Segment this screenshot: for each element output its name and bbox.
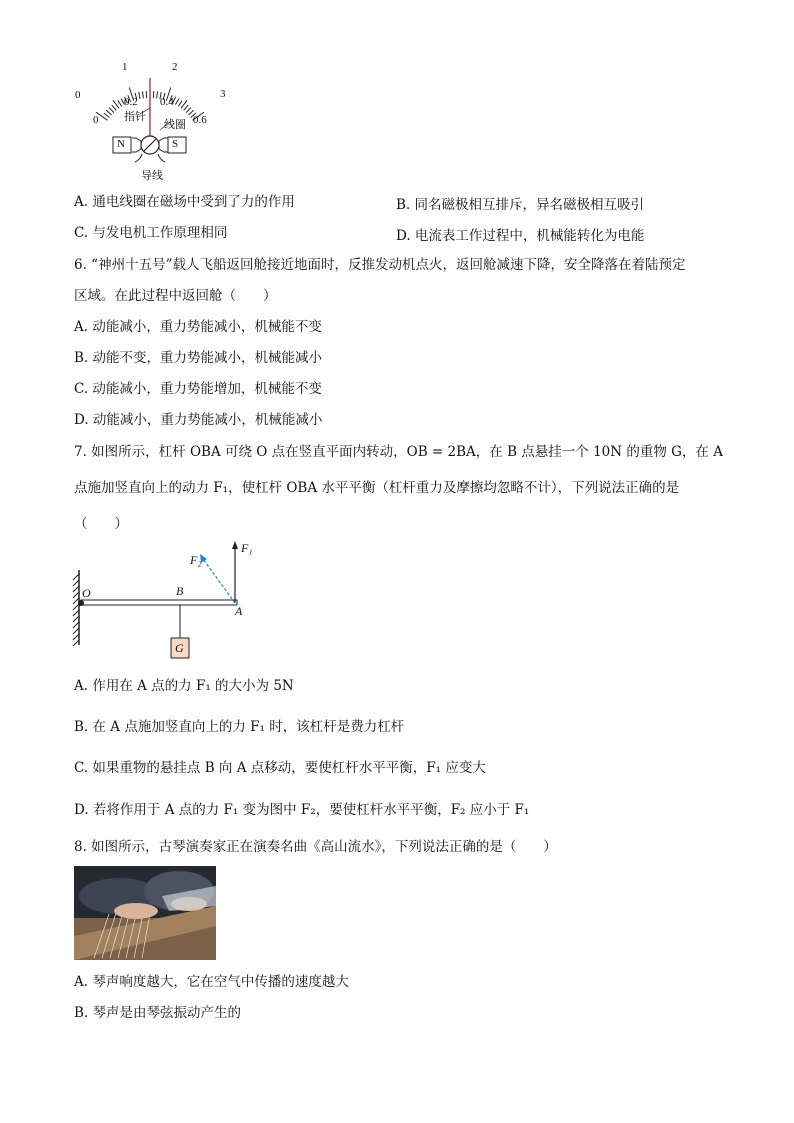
bottom-scale-0-4: 0.4: [160, 96, 174, 108]
q6-option-d: D. 动能减小，重力势能减小，机械能减小: [74, 412, 323, 428]
wall-hatch: [73, 580, 79, 586]
weight-g-label: G: [175, 641, 184, 655]
wall-hatch: [73, 592, 79, 598]
wall-hatch: [73, 622, 79, 628]
q8-stem: 8. 如图所示，古琴演奏家正在演奏名曲《高山流水》，下列说法正确的是（ ）: [74, 839, 557, 855]
q6-stem-line2: 区域。在此过程中返回舱（ ）: [74, 288, 277, 304]
top-scale-2: 2: [172, 61, 178, 73]
top-scale-0: 0: [75, 89, 81, 101]
wall-hatch: [73, 610, 79, 616]
q7-stem-line3: （ ）: [74, 516, 128, 532]
q5-option-b: B. 同名磁极相互排斥，异名磁极相互吸引: [396, 197, 645, 213]
q5-option-d: D. 电流表工作过程中，机械能转化为电能: [396, 228, 645, 244]
wall-hatch: [73, 640, 79, 646]
guqin-photo-drawing: [74, 866, 216, 960]
q6-stem-line1: 6. “神州十五号”载人飞船返回舱接近地面时，反推发动机点火，返回舱减速下降，安全降落在着陆预定: [74, 257, 686, 273]
q5-option-a: A. 通电线圈在磁场中受到了力的作用: [74, 194, 295, 210]
q6-option-a: A. 动能减小，重力势能减小，机械能不变: [74, 319, 322, 335]
wall-hatch: [73, 616, 79, 622]
bottom-scale-0: 0: [93, 114, 99, 126]
pole-n-label: N: [117, 138, 125, 150]
wall-hatch: [73, 574, 79, 580]
point-o-label: O: [82, 586, 91, 600]
top-scale-1: 1: [122, 61, 128, 73]
coil-label: 线圈: [164, 119, 186, 131]
wall-hatch: [73, 586, 79, 592]
wire-label: 导线: [141, 170, 163, 182]
point-a-label: A: [235, 604, 243, 618]
q8-option-b: B. 琴声是由琴弦振动产生的: [74, 1005, 242, 1021]
point-b-label: B: [176, 584, 184, 598]
q7-option-d: D. 若将作用于 A 点的力 F₁ 变为图中 F₂，要使杠杆水平平衡，F₂ 应小于 F₁: [74, 802, 530, 818]
pointer-label: 指针: [124, 111, 146, 123]
q7-option-c: C. 如果重物的悬挂点 B 向 A 点移动，要使杠杆水平平衡，F₁ 应变大: [74, 760, 486, 776]
pole-s-label: S: [172, 138, 179, 150]
force-f2-arrow: [203, 559, 235, 603]
wall-hatch: [73, 634, 79, 640]
f2-label: F₂: [190, 553, 202, 567]
q7-option-b: B. 在 A 点施加竖直向上的力 F₁ 时，该杠杆是费力杠杆: [74, 719, 405, 735]
q5-option-c: C. 与发电机工作原理相同: [74, 225, 228, 241]
wall-hatch: [73, 628, 79, 634]
q7-stem-line1: 7. 如图所示，杠杆 OBA 可绕 O 点在竖直平面内转动，OB = 2BA，在 B 点悬挂一个 10N 的重物 G，在 A: [74, 444, 723, 460]
bottom-scale-0-2: 0.2: [124, 96, 138, 108]
lever-bar: [81, 600, 237, 605]
guqin-photo: [74, 866, 216, 960]
bottom-scale-0-6: 0.6: [193, 114, 207, 126]
top-scale-3: 3: [220, 88, 226, 100]
q7-option-a: A. 作用在 A 点的力 F₁ 的大小为 5N: [74, 678, 294, 694]
wall-hatch: [73, 604, 79, 610]
f1-label: F₁: [241, 541, 253, 555]
q7-stem-line2: 点施加竖直向上的动力 F₁，使杠杆 OBA 水平平衡（杠杆重力及摩擦均忽略不计），下列说法正确的是: [74, 480, 680, 496]
q6-option-b: B. 动能不变，重力势能减小，机械能减小: [74, 350, 323, 366]
q8-option-a: A. 琴声响度越大，它在空气中传播的速度越大: [74, 974, 349, 990]
q6-option-c: C. 动能减小，重力势能增加，机械能不变: [74, 381, 322, 397]
